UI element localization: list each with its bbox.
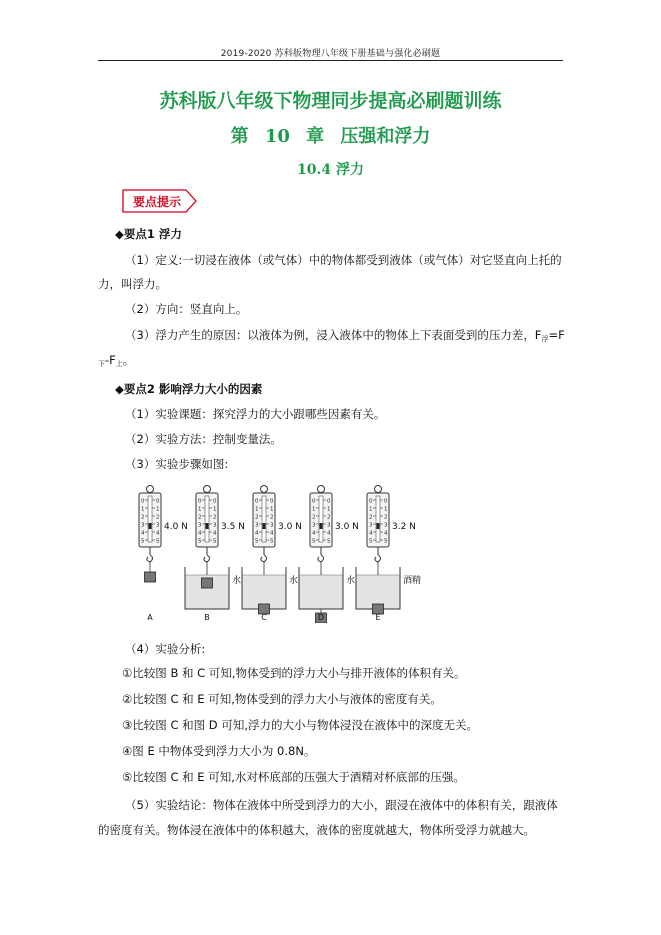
point2-steps: （3）实验步骤如图: (125, 457, 229, 471)
scale-number-right: 5 (213, 538, 217, 545)
cause-text-d: 。 (122, 353, 135, 367)
scale-number-right: 0 (156, 498, 160, 505)
header-divider (98, 60, 563, 61)
scale-number-left: 4 (141, 530, 145, 537)
scale-slot (376, 496, 380, 542)
point2-method: （2）实验方法：控制变量法。 (125, 432, 282, 446)
scale-number-left: 3 (141, 522, 145, 529)
point2-topic: （1）实验课题：探究浮力的大小跟哪些因素有关。 (125, 407, 386, 421)
scale-number-right: 0 (270, 498, 274, 505)
scale-number-right: 4 (270, 530, 274, 537)
scale-number-right: 2 (384, 514, 388, 521)
scale-number-right: 1 (213, 506, 217, 513)
scale-pointer (377, 523, 380, 529)
scale-number-left: 5 (141, 538, 145, 545)
scale-ring-icon (147, 486, 154, 493)
analysis-item-4: ④图 E 中物体受到浮力大小为 0.8N。 (122, 744, 316, 758)
scale-ring-icon (261, 486, 268, 493)
figure-label: C (261, 613, 267, 622)
liquid-label: 水 (232, 576, 242, 586)
point1-direction: （2）方向：竖直向上。 (125, 302, 248, 316)
figure-label: A (147, 613, 153, 622)
scale-number-right: 3 (156, 522, 160, 529)
scale-pointer (320, 523, 323, 529)
scale-number-right: 3 (213, 522, 217, 529)
scale-number-left: 1 (141, 506, 145, 513)
figure-label: D (317, 613, 325, 622)
scale-number-right: 0 (213, 498, 217, 505)
scale-number-left: 2 (198, 514, 202, 521)
scale-number-left: 1 (312, 506, 316, 513)
scale-number-right: 3 (384, 522, 388, 529)
scale-number-right: 2 (156, 514, 160, 521)
scale-reading: 3.5 N (221, 522, 245, 532)
cause-text-a: （3）浮力产生的原因：以液体为例，浸入液体中的物体上下表面受到的压力差，F (125, 328, 542, 342)
scale-number-right: 3 (327, 522, 331, 529)
scale-number-left: 5 (255, 538, 259, 545)
scale-number-left: 4 (255, 530, 259, 537)
liquid-label: 水 (346, 576, 356, 586)
hook-icon (204, 555, 210, 562)
scale-pointer (149, 523, 152, 529)
scale-number-left: 1 (369, 506, 373, 513)
scale-number-right: 5 (327, 538, 331, 545)
point1-cause-line2 (98, 352, 134, 372)
scale-number-right: 1 (156, 506, 160, 513)
cause-text-b: =F (548, 328, 565, 342)
scale-number-right: 4 (327, 530, 331, 537)
scale-number-left: 2 (312, 514, 316, 521)
scale-number-left: 3 (312, 522, 316, 529)
scale-number-left: 4 (369, 530, 373, 537)
point1-heading: ◆要点1 浮力 (115, 227, 182, 241)
document-title: 苏科版八年级下物理同步提高必刷题训练 (159, 90, 502, 112)
scale-number-left: 2 (369, 514, 373, 521)
cause-sub-float: 浮 (541, 335, 549, 343)
figure-label: B (204, 613, 210, 622)
analysis-item-1: ①比较图 B 和 C 可知,物体受到的浮力大小与排开液体的体积有关。 (122, 666, 466, 680)
analysis-item-3: ③比较图 C 和图 D 可知,浮力的大小与物体浸没在液体中的深度无关。 (122, 718, 478, 732)
figure-label: E (375, 613, 381, 622)
conclusion-line2: 的密度有关。物体浸在液体中的体积越大，液体的密度就越大，物体所受浮力就越大。 (98, 823, 535, 837)
scale-number-left: 4 (312, 530, 316, 537)
point1-definition-line1: （1）定义:一切浸在液体（或气体）中的物体都受到液体（或气体）对它竖直向上托的 (125, 253, 562, 267)
scale-pointer (263, 523, 266, 529)
key-points-tag (122, 189, 198, 217)
scale-number-left: 0 (255, 498, 259, 505)
scale-number-right: 2 (270, 514, 274, 521)
scale-reading: 3.2 N (392, 522, 416, 532)
liquid-label: 酒精 (403, 576, 422, 586)
hook-icon (147, 555, 153, 562)
scale-number-right: 2 (327, 514, 331, 521)
liquid-water (299, 575, 343, 609)
scale-reading: 3.0 N (278, 522, 302, 532)
point2-heading: ◆要点2 影响浮力大小的因素 (115, 382, 263, 396)
object-block (145, 572, 156, 582)
scale-number-left: 2 (141, 514, 145, 521)
analysis-item-5: ⑤比较图 C 和 E 可知,水对杯底部的压强大于酒精对杯底部的压强。 (122, 770, 465, 784)
scale-number-right: 4 (213, 530, 217, 537)
scale-number-right: 5 (156, 538, 160, 545)
cause-sub-down: 下 (98, 360, 105, 368)
section-title: 10.4 浮力 (297, 162, 364, 178)
scale-number-left: 3 (369, 522, 373, 529)
scale-ring-icon (204, 486, 211, 493)
scale-number-left: 5 (312, 538, 316, 545)
scale-ring-icon (375, 486, 382, 493)
conclusion-line1: （5）实验结论：物体在液体中所受到浮力的大小，跟浸在液体中的体积有关，跟液体 (125, 798, 558, 812)
tag-label: 要点提示 (132, 195, 181, 209)
scale-number-left: 2 (255, 514, 259, 521)
cause-text-c: -F (105, 353, 116, 367)
scale-number-right: 1 (270, 506, 274, 513)
scale-number-right: 0 (327, 498, 331, 505)
scale-number-left: 5 (198, 538, 202, 545)
scale-number-right: 5 (270, 538, 274, 545)
scale-number-right: 1 (327, 506, 331, 513)
scale-pointer (206, 523, 209, 529)
analysis-item-2: ②比较图 C 和 E 可知,物体受到的浮力大小与液体的密度有关。 (122, 692, 442, 706)
liquid-label: 水 (289, 576, 299, 586)
scale-reading: 3.0 N (335, 522, 359, 532)
hook-icon (318, 555, 324, 562)
point1-cause-line1 (125, 327, 565, 347)
scale-number-left: 0 (312, 498, 316, 505)
scale-number-left: 1 (255, 506, 259, 513)
scale-number-left: 0 (369, 498, 373, 505)
scale-number-left: 0 (198, 498, 202, 505)
scale-reading: 4.0 N (164, 522, 188, 532)
scale-number-left: 1 (198, 506, 202, 513)
chapter-title: 第 10 章 压强和浮力 (230, 126, 431, 147)
scale-number-right: 3 (270, 522, 274, 529)
scale-ring-icon (318, 486, 325, 493)
scale-slot (148, 496, 152, 542)
scale-number-left: 3 (255, 522, 259, 529)
point2-analysis: （4）实验分析: (125, 642, 206, 656)
scale-slot (205, 496, 209, 542)
scale-number-right: 1 (384, 506, 388, 513)
scale-number-right: 5 (384, 538, 388, 545)
scale-number-right: 2 (213, 514, 217, 521)
hook-icon (375, 555, 381, 562)
scale-slot (262, 496, 266, 542)
object-block (202, 578, 213, 588)
point1-definition-line2: 力，叫浮力。 (98, 277, 167, 291)
scale-number-right: 4 (384, 530, 388, 537)
scale-number-right: 4 (156, 530, 160, 537)
page-header: 2019-2020 苏科版物理八年级下册基础与强化必刷题 (220, 49, 441, 59)
scale-number-right: 0 (384, 498, 388, 505)
scale-number-left: 0 (141, 498, 145, 505)
scale-number-left: 4 (198, 530, 202, 537)
scale-number-left: 3 (198, 522, 202, 529)
hook-icon (261, 555, 267, 562)
scale-slot (319, 496, 323, 542)
scale-number-left: 5 (369, 538, 373, 545)
experiment-figure (128, 485, 428, 623)
cause-sub-up: 上 (115, 360, 123, 368)
